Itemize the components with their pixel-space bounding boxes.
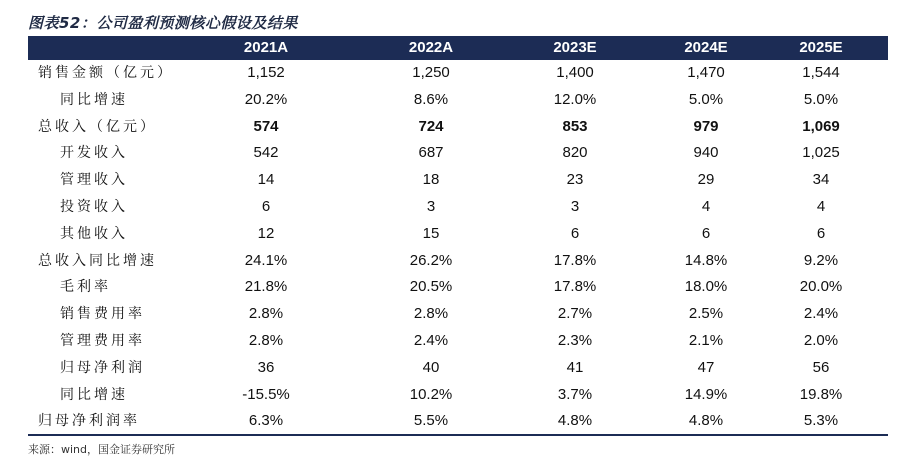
table-cell: 1,025 [802, 144, 840, 162]
table-cell: 21.8% [244, 278, 288, 296]
table-cell: 47 [697, 358, 715, 376]
table-cell: 2.4% [803, 305, 839, 323]
row-label: 管理费用率 [60, 332, 145, 349]
table-cell: 20.0% [799, 278, 843, 296]
table-row [28, 194, 888, 221]
row-label: 归母净利润率 [38, 413, 140, 430]
row-label: 同比增速 [60, 386, 128, 403]
column-header: 2024E [684, 39, 728, 56]
table-cell: 14 [257, 171, 275, 189]
column-header: 2021A [243, 39, 289, 56]
table-cell: 2.8% [413, 305, 449, 323]
table-row [28, 274, 888, 301]
table-row [28, 60, 888, 87]
table-cell: 6.3% [248, 412, 284, 430]
table-cell: 15 [422, 224, 440, 242]
table-cell: 542 [253, 144, 279, 162]
row-label: 总收入（亿元） [38, 118, 157, 135]
table-cell: 26.2% [409, 251, 453, 269]
row-label: 开发收入 [60, 145, 128, 162]
table-cell: 724 [418, 117, 444, 135]
table-cell: 687 [418, 144, 444, 162]
table-cell: 14.8% [684, 251, 728, 269]
table-title: 图表52：公司盈利预测核心假设及结果 [28, 14, 298, 32]
table-cell: 10.2% [409, 385, 453, 403]
table-cell: 5.5% [413, 412, 449, 430]
row-label: 毛利率 [60, 279, 111, 296]
table-cell: 3.7% [557, 385, 593, 403]
table-row [28, 167, 888, 194]
table-cell: 36 [257, 358, 275, 376]
table-cell: 2.7% [557, 305, 593, 323]
row-label: 其他收入 [60, 225, 128, 242]
table-row [28, 301, 888, 328]
table-row [28, 248, 888, 275]
table-cell: 1,069 [802, 117, 840, 135]
table-row [28, 408, 888, 435]
table-cell: 5.0% [688, 90, 724, 108]
table-body [28, 60, 888, 435]
table-row [28, 221, 888, 248]
table-cell: 853 [562, 117, 588, 135]
table-cell: 4.8% [557, 412, 593, 430]
table-bottom-rule [28, 434, 888, 436]
table-cell: 20.5% [409, 278, 453, 296]
table-cell: 17.8% [553, 278, 597, 296]
table-cell: 1,544 [802, 64, 840, 81]
table-cell: 29 [697, 171, 715, 189]
table-cell: 4 [816, 197, 826, 215]
table-cell: 9.2% [803, 251, 839, 269]
table-row [28, 355, 888, 382]
table-cell: 2.4% [413, 331, 449, 349]
table-header [28, 36, 888, 60]
table-cell: 1,400 [556, 64, 594, 81]
table-cell: 18.0% [684, 278, 728, 296]
table-cell: 6 [570, 224, 580, 242]
table-cell: 1,470 [687, 64, 725, 81]
table-cell: 12.0% [553, 90, 597, 108]
table-row [28, 382, 888, 409]
row-label: 同比增速 [60, 91, 128, 108]
table-cell: 574 [253, 117, 279, 135]
table-cell: 14.9% [684, 385, 728, 403]
table-cell: 1,250 [412, 64, 450, 81]
table-row [28, 114, 888, 141]
table-cell: 979 [693, 117, 719, 135]
table-row [28, 87, 888, 114]
table-cell: 18 [422, 171, 440, 189]
table-cell: 19.8% [799, 385, 843, 403]
table-cell: 24.1% [244, 251, 288, 269]
table-cell: 41 [566, 358, 584, 376]
table-cell: 4 [701, 197, 711, 215]
table-cell: 2.8% [248, 305, 284, 323]
table-cell: 12 [257, 224, 275, 242]
table-cell: 6 [701, 224, 711, 242]
table-cell: 1,152 [247, 64, 285, 81]
table-cell: 940 [693, 144, 719, 162]
table-cell: 820 [562, 144, 588, 162]
column-header: 2023E [553, 39, 597, 56]
table-cell: 3 [570, 197, 580, 215]
table-cell: 20.2% [244, 90, 288, 108]
table-cell: 17.8% [553, 251, 597, 269]
table-cell: 23 [566, 171, 584, 189]
table-cell: 2.3% [557, 331, 593, 349]
table-cell: -15.5% [242, 385, 290, 403]
table-cell: 5.0% [803, 90, 839, 108]
row-label: 管理收入 [60, 172, 128, 189]
table-cell: 2.1% [688, 331, 724, 349]
source-note: 来源：wind，国金证券研究所 [28, 443, 176, 456]
table-cell: 56 [812, 358, 830, 376]
table-row [28, 140, 888, 167]
table-cell: 6 [816, 224, 826, 242]
table-cell: 2.0% [803, 331, 839, 349]
table-cell: 2.8% [248, 331, 284, 349]
table-row [28, 328, 888, 355]
table-cell: 2.5% [688, 305, 724, 323]
table-cell: 8.6% [413, 90, 449, 108]
column-header: 2022A [408, 39, 454, 56]
table-cell: 6 [261, 197, 271, 215]
table-cell: 34 [812, 171, 830, 189]
table-cell: 5.3% [803, 412, 839, 430]
table-cell: 4.8% [688, 412, 724, 430]
row-label: 归母净利润 [60, 359, 145, 376]
column-header: 2025E [799, 39, 843, 56]
table-cell: 3 [426, 197, 436, 215]
row-label: 投资收入 [60, 198, 128, 215]
row-label: 销售费用率 [60, 306, 145, 323]
row-label: 销售金额（亿元） [38, 65, 174, 81]
table-cell: 40 [422, 358, 440, 376]
row-label: 总收入同比增速 [38, 252, 157, 269]
